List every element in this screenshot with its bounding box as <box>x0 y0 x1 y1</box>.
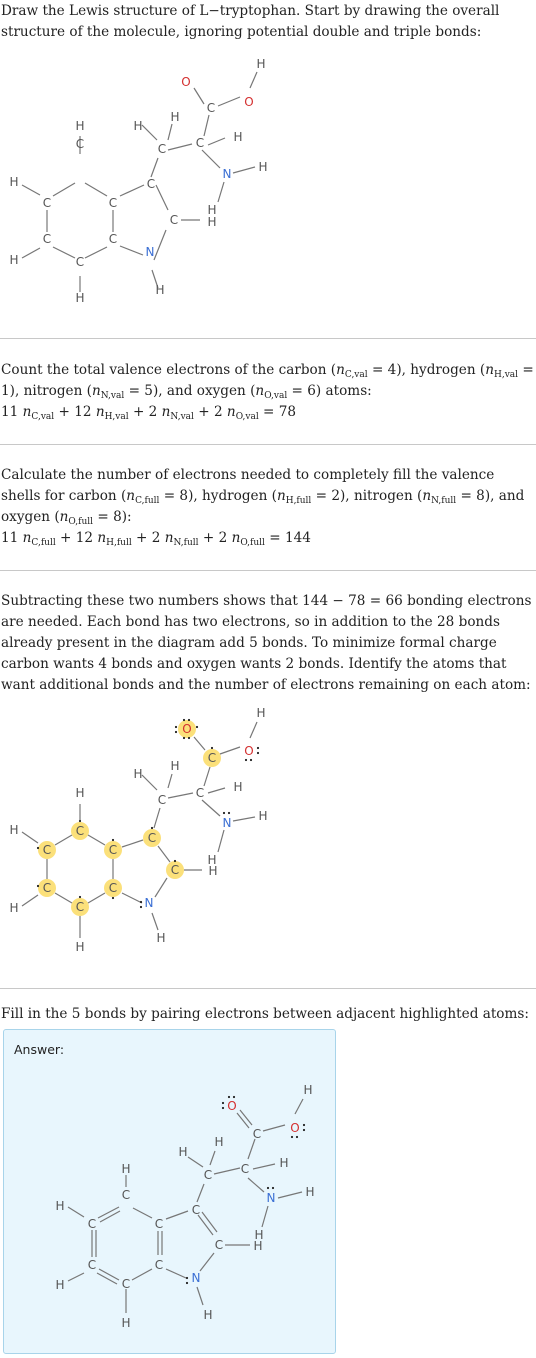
atom-n: N <box>191 1271 201 1285</box>
atom-c: C <box>154 1217 164 1231</box>
atom-h: H <box>305 1185 315 1199</box>
step1-text: Count the total valence electrons of the carbon $(n_{C,val} = 4)$, hydrogen $(n_{H,val} = 1)$, nitrogen $(n_{N,val} = 5)$, and oxygen $(n_{O,val} = 6)$ atoms: <box>1 362 534 401</box>
atom-h: H <box>55 1199 65 1213</box>
atom-h: H <box>75 119 85 133</box>
lone-pair-electrons <box>37 719 259 908</box>
atom-h: H <box>9 175 19 189</box>
atom-h: H <box>55 1278 65 1292</box>
atom-c: C <box>108 843 118 857</box>
atom-h: H <box>207 853 217 867</box>
intro-text: Draw the Lewis structure of L−tryptophan. Start by drawing the overall structure of the molecule, ignoring potential double and triple bonds: <box>1 3 500 40</box>
atom-c: C <box>157 793 167 807</box>
atom-h: H <box>133 767 143 781</box>
atom-c: C <box>147 831 157 845</box>
atom-c: C <box>206 101 216 115</box>
atom-o: O <box>244 95 254 109</box>
atom-c: C <box>121 1277 131 1291</box>
atom-c: C <box>75 824 85 838</box>
separator <box>0 570 536 571</box>
atom-h: H <box>75 940 85 954</box>
atom-c: C <box>207 751 217 765</box>
atom-h: H <box>207 203 217 217</box>
atom-h: H <box>9 901 19 915</box>
atom-h: H <box>254 1228 264 1242</box>
atom-n: N <box>222 816 232 830</box>
atom-c: C <box>240 1162 250 1176</box>
atom-h: H <box>170 759 180 773</box>
molecule-answer <box>0 1075 330 1345</box>
atom-o: O <box>227 1099 237 1113</box>
atom-n: N <box>144 896 154 910</box>
atom-c: C <box>42 843 52 857</box>
atom-c: C <box>195 786 205 800</box>
atom-c: C <box>195 136 205 150</box>
atom-c: C <box>170 863 180 877</box>
atom-c: C <box>42 232 52 246</box>
atom-h: H <box>253 1239 263 1253</box>
atom-c: C <box>214 1238 224 1252</box>
atom-c: C <box>108 232 118 246</box>
atom-c: C <box>121 1188 131 1202</box>
atom-c: C <box>108 196 118 210</box>
atom-c: C <box>252 1127 262 1141</box>
atom-h: H <box>233 130 243 144</box>
separator <box>0 338 536 339</box>
valence-equation: 11 $n_{C,val} + 12$ $n_{H,val} + 2$ $n_{N,val} + 2$ $n_{O,val} = 78$ <box>1 404 297 422</box>
atom-h: H <box>9 823 19 837</box>
atom-c: C <box>169 213 179 227</box>
atom-n: N <box>222 167 232 181</box>
atom-c: C <box>87 1258 97 1272</box>
step2-text: Calculate the number of electrons needed to completely fill the valence shells for carbon $(n_{C,full} = 8)$, hydrogen $(n_{H,full} = 2)$, nitrogen $(n_{N,full} = 8)$, and oxygen $(n_{O,full} = 8)$: <box>1 467 525 527</box>
atom-c: C <box>108 881 118 895</box>
atom-h: H <box>256 706 266 720</box>
atom-n: N <box>266 1191 276 1205</box>
separator <box>0 988 536 989</box>
atom-h: H <box>170 110 180 124</box>
atom-o: O <box>181 75 191 89</box>
atom-c: C <box>75 255 85 269</box>
full-shell-equation: 11 $n_{C,full} + 12$ $n_{H,full} + 2$ $n_{N,full} + 2$ $n_{O,full} = 144$ <box>1 530 311 548</box>
atom-h: H <box>121 1316 131 1330</box>
atom-h: H <box>9 253 19 267</box>
atom-h: H <box>155 283 165 297</box>
step4-text: Fill in the 5 bonds by pairing electrons between adjacent highlighted atoms: <box>1 1006 529 1022</box>
atom-c: C <box>203 1168 213 1182</box>
atom-h: H <box>258 160 268 174</box>
atom-c: C <box>154 1258 164 1272</box>
atom-h: H <box>178 1145 188 1159</box>
atom-h: H <box>256 57 266 71</box>
atom-h: H <box>303 1083 313 1097</box>
atom-o: O <box>290 1121 300 1135</box>
atom-c: C <box>75 900 85 914</box>
step3-text: Subtracting these two numbers shows that 144 − 78 = 66 bonding electrons are needed. Each bond has two electrons, so in addition to the 28 bonds already present in the diagram add 5 bonds. To minimize formal charge carbon wants 4 bonds and oxygen wants 2 bonds. Identify the atoms that want additional bonds and the number of electrons remaining on each atom: <box>1 593 532 693</box>
atom-h: H <box>207 215 217 229</box>
atom-h: H <box>75 291 85 305</box>
atom-n: N <box>145 245 155 259</box>
atom-c: C <box>42 881 52 895</box>
molecule-skeleton <box>0 50 300 330</box>
atom-h: H <box>233 780 243 794</box>
separator <box>0 444 536 445</box>
atom-h: H <box>279 1156 289 1170</box>
atom-h: H <box>121 1162 131 1176</box>
atom-o: O <box>182 722 192 736</box>
atom-h: H <box>75 786 85 800</box>
atom-c: C <box>75 137 85 151</box>
atom-h: H <box>133 119 143 133</box>
atom-o: O <box>244 744 254 758</box>
molecule-highlighted <box>0 700 300 965</box>
atom-c: C <box>42 196 52 210</box>
atom-h: H <box>208 864 218 878</box>
atom-h: H <box>203 1308 213 1322</box>
atom-h: H <box>214 1135 224 1149</box>
atom-c: C <box>87 1217 97 1231</box>
atom-c: C <box>146 177 156 191</box>
atom-c: C <box>191 1203 201 1217</box>
atom-h: H <box>156 931 166 945</box>
atom-h: H <box>258 809 268 823</box>
atom-c: C <box>157 142 167 156</box>
answer-label: Answer: <box>14 1042 65 1057</box>
